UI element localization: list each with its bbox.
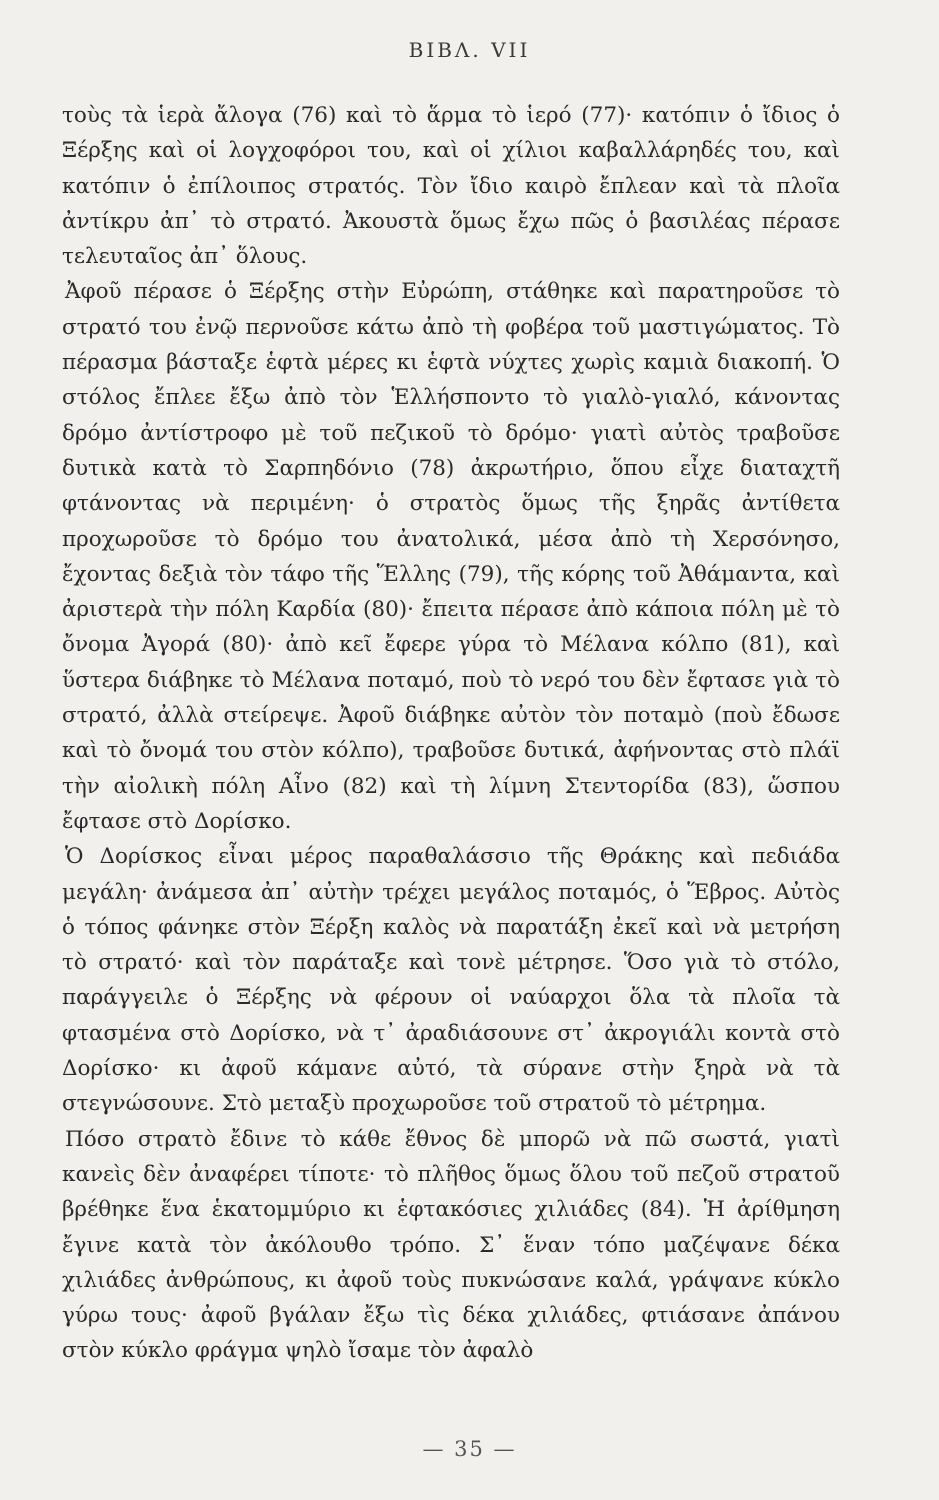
body-text (62, 98, 840, 1369)
page-number: — 35 — (422, 1437, 517, 1461)
paragraph: Πόσο στρατὸ ἔδινε τὸ κάθε ἔθνος δὲ μπορῶ νὰ πῶ σωστά, γιατὶ κανεὶς δὲν ἀναφέρει τίποτε· τὸ πλῆθος ὅμως ὅλου τοῦ πεζοῦ στρατοῦ βρέθηκε ἕνα ἑκατομμύριο κι ἑφτακόσιες χιλιάδες (84). Ἡ ἀρίθμηση ἔγινε κατὰ τὸν ἀκόλουθο τρόπο. Σ᾽ ἕναν τόπο μαζέψανε δέκα χιλιάδες ἀνθρώπους, κι ἀφοῦ τοὺς πυκνώσανε καλά, γράψανε κύκλο γύρω τους· ἀφοῦ βγάλαν ἔξω τὶς δέκα χιλιάδες, φτιάσανε ἀπάνου στὸν κύκλο φράγμα ψηλὸ ἴσαμε τὸν ἀφαλὸ (62, 1126, 840, 1364)
running-head: BIBΛ. VII (408, 38, 531, 62)
paragraph: τοὺς τὰ ἱερὰ ἄλογα (76) καὶ τὸ ἅρμα τὸ ἱερό (77)· κατόπιν ὁ ἴδιος ὁ Ξέρξης καὶ οἱ λογχοφόροι του, καὶ οἱ χίλιοι καβαλλάρηδές του, καὶ κατόπιν ὁ ἐπίλοιπος στρατός. Τὸν ἴδιο καιρὸ ἔπλεαν καὶ τὰ πλοῖα ἀντίκρυ ἀπ᾽ τὸ στρατό. Ἀκουστὰ ὅμως ἔχω πῶς ὁ βασιλέας πέρασε τελευταῖος ἀπ᾽ ὅλους. (62, 103, 840, 270)
paragraph: Ὁ Δορίσκος εἶναι μέρος παραθαλάσσιο τῆς Θράκης καὶ πεδιάδα μεγάλη· ἀνάμεσα ἀπ᾽ αὐτὴν τρέχει μεγάλος ποταμός, ὁ Ἕβρος. Αὐτὸς ὁ τόπος φάνηκε στὸν Ξέρξη καλὸς νὰ παρατάξη ἐκεῖ καὶ νὰ μετρήση τὸ στρατό· καὶ τὸν παράταξε καὶ τονὲ μέτρησε. Ὅσο γιὰ τὸ στόλο, παράγγειλε ὁ Ξέρξης νὰ φέρουν οἱ ναύαρχοι ὅλα τὰ πλοῖα τὰ φτασμένα στὸ Δορίσκο, νὰ τ᾽ ἀραδιάσουνε στ᾽ ἀκρογιάλι κοντὰ στὸ Δορίσκο· κι ἀφοῦ κάμανε αὐτό, τὰ σύρανε στὴν ξηρὰ νὰ τὰ στεγνώσουνε. Στὸ μεταξὺ προχωροῦσε τοῦ στρατοῦ τὸ μέτρημα. (62, 844, 840, 1117)
paragraph: Ἀφοῦ πέρασε ὁ Ξέρξης στὴν Εὐρώπη, στάθηκε καὶ παρατηροῦσε τὸ στρατό του ἐνῷ περνοῦσε κάτω ἀπὸ τὴ φοβέρα τοῦ μαστιγώματος. Τὸ πέρασμα βάσταξε ἑφτὰ μέρες κι ἑφτὰ νύχτες χωρὶς καμιὰ διακοπή. Ὁ στόλος ἔπλεε ἔξω ἀπὸ τὸν Ἑλλήσποντο τὸ γιαλὸ-γιαλό, κάνοντας δρόμο ἀντίστροφο μὲ τοῦ πεζικοῦ τὸ δρόμο· γιατὶ αὐτὸς τραβοῦσε δυτικὰ κατὰ τὸ Σαρπηδόνιο (78) ἀκρωτήριο, ὅπου εἶχε διαταχτῆ φτάνοντας νὰ περιμένη· ὁ στρατὸς ὅμως τῆς ξηρᾶς ἀντίθετα προχωροῦσε τὸ δρόμο του ἀνατολικά, μέσα ἀπὸ τὴ Χερσόνησο, ἔχοντας δεξιὰ τὸν τάφο τῆς Ἕλλης (79), τῆς κόρης τοῦ Ἀθάμαντα, καὶ ἀριστερὰ τὴν πόλη Καρδία (80)· ἔπειτα πέρασε ἀπὸ κάποια πόλη μὲ τὸ ὄνομα Ἀγορά (80)· ἀπὸ κεῖ ἔφερε γύρα τὸ Μέλανα κόλπο (81), καὶ ὕστερα διάβηκε τὸ Μέλανα ποταμό, ποὺ τὸ νερό του δὲν ἔφτασε γιὰ τὸ στρατό, ἀλλὰ στείρεψε. Ἀφοῦ διάβηκε αὐτὸν τὸν ποταμὸ (ποὺ ἔδωσε καὶ τὸ ὄνομά του στὸν κόλπο), τραβοῦσε δυτικά, ἀφήνοντας στὸ πλάϊ τὴν αἰολικὴ πόλη Αἶνο (82) καὶ τὴ λίμνη Στεντορίδα (83), ὥσπου ἔφτασε στὸ Δορίσκο. (62, 279, 840, 834)
